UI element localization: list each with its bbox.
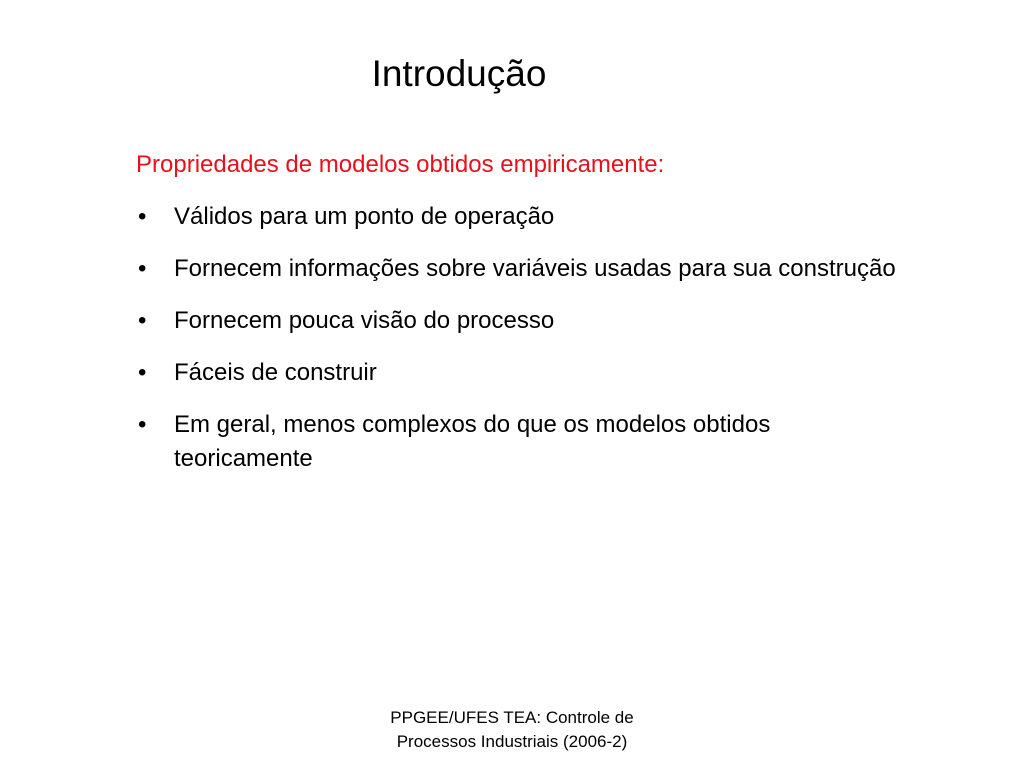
slide-content bbox=[136, 148, 906, 494]
footer-line-1: PPGEE/UFES TEA: Controle de bbox=[390, 708, 634, 727]
bullet-item bbox=[136, 304, 906, 338]
bullet-dot-icon: • bbox=[138, 255, 147, 282]
bullet-dot-icon: • bbox=[138, 203, 147, 230]
lead-text: Propriedades de modelos obtidos empiricamente: bbox=[136, 151, 665, 178]
bullet-item bbox=[136, 356, 906, 390]
bullet-item bbox=[136, 252, 906, 286]
bullet-dot-icon: • bbox=[138, 411, 147, 438]
bullet-text: Válidos para um ponto de operação bbox=[174, 203, 555, 230]
bullet-item bbox=[136, 200, 906, 234]
bullet-dot-icon: • bbox=[138, 359, 147, 386]
slide-title: Introdução bbox=[371, 53, 547, 94]
bullet-text: Fáceis de construir bbox=[174, 359, 377, 386]
bullet-text: Em geral, menos complexos do que os modelos obtidos teoricamente bbox=[174, 411, 771, 472]
bullet-dot-icon: • bbox=[138, 307, 147, 334]
bullet-text: Fornecem pouca visão do processo bbox=[174, 307, 555, 334]
bullet-list bbox=[136, 200, 906, 476]
bullet-text: Fornecem informações sobre variáveis usadas para sua construção bbox=[174, 255, 896, 282]
slide-footer bbox=[350, 706, 674, 754]
footer-line-2: Processos Industriais (2006-2) bbox=[396, 732, 628, 751]
bullet-item bbox=[136, 408, 906, 476]
